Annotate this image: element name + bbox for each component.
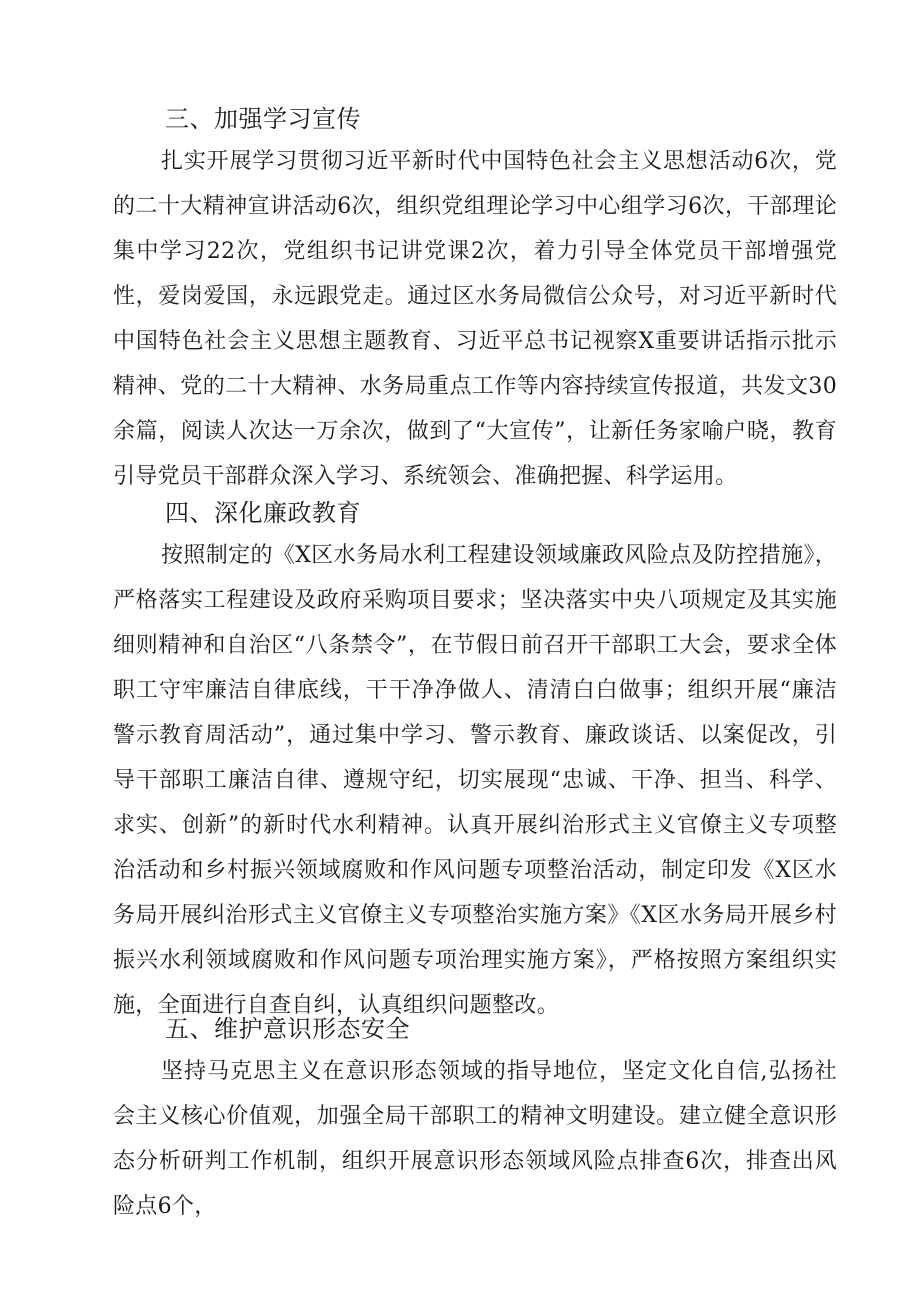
section-heading: 五、维护意识形态安全 [165, 1015, 410, 1043]
section-heading: 三、加强学习宣传 [165, 105, 361, 133]
section-paragraph: 坚持马克思主义在意识形态领域的指导地位，坚定文化自信,弘扬社会主义核心价值观，加强全局干部职工的精神文明建设。建立健全意识形态分析研判工作机制，组织开展意识形态领域风险点排查6次，排查出风险点6个， [113, 1059, 837, 1219]
section-paragraph: 按照制定的《X区水务局水利工程建设领域廉政风险点及防控措施》，严格落实工程建设及政府采购项目要求；坚决落实中央八项规定及其实施细则精神和自治区“八条禁令”，在节假日前召开干部职工大会，要求全体职工守牢廉洁自律底线，干干净净做人、清清白白做事；组织开展“廉洁警示教育周活动”，通过集中学习、警示教育、廉政谈话、以案促改，引导干部职工廉洁自律、遵规守纪，切实展现“忠诚、干净、担当、科学、求实、创新”的新时代水利精神。认真开展纠治形式主义官僚主义专项整治活动和乡村振兴领域腐败和作风问题专项整治活动，制定印发《X区水务局开展纠治形式主义官僚主义专项整治实施方案》《X区水务局开展乡村振兴水利领域腐败和作风问题专项治理实施方案》，严格按照方案组织实施，全面进行自查自纠，认真组织问题整改。 [113, 543, 837, 1018]
section-heading: 四、深化廉政教育 [165, 499, 361, 527]
section-paragraph: 扎实开展学习贯彻习近平新时代中国特色社会主义思想活动6次，党的二十大精神宣讲活动6次，组织党组理论学习中心组学习6次，干部理论集中学习22次，党组织书记讲党课2次，着力引导全体党员干部增强党性，爱岗爱国，永远跟党走。通过区水务局微信公众号，对习近平新时代中国特色社会主义思想主题教育、习近平总书记视察X重要讲话指示批示精神、党的二十大精神、水务局重点工作等内容持续宣传报道，共发文30余篇，阅读人次达一万余次，做到了“大宣传”，让新任务家喻户晓，教育引导党员干部群众深入学习、系统领会、准确把握、科学运用。 [113, 149, 837, 489]
